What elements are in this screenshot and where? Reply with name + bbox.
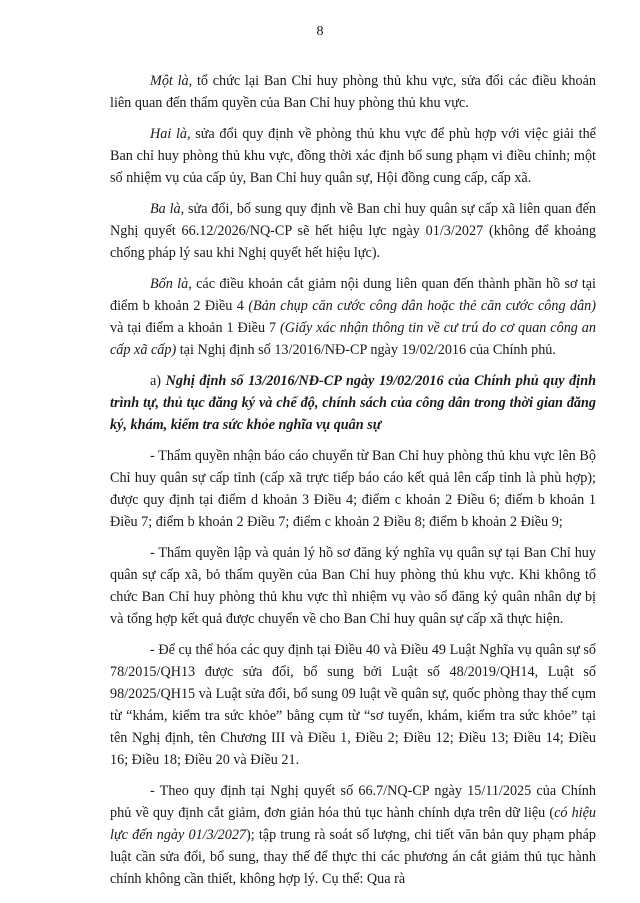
paragraph-text: các điều khoản cắt giảm nội dung liên quan đến thành phần hồ sơ tại điểm b khoản 2 Điều 4 [110, 276, 597, 314]
paragraph-italic-note: (Bản chụp căn cước công dân hoặc thẻ căn cước công dân) [248, 298, 596, 314]
bullet-paragraph-4 [110, 780, 596, 890]
paragraph-lead: Bốn là, [150, 276, 192, 292]
paragraph-mot-la [110, 70, 596, 114]
paragraph-text: sửa đổi quy định về phòng thủ khu vực để phù hợp với việc giải thể Ban chỉ huy phòng thủ khu vực, đồng thời xác định bổ sung phạm vi điều chỉnh; một số nhiệm vụ của cấp ủy, Ban Chỉ huy quân sự, Hội đồng cung cấp, cấp xã. [110, 126, 596, 186]
paragraph-lead: Ba là, [150, 201, 185, 217]
paragraph-hai-la [110, 123, 596, 189]
paragraph-text: tại Nghị định số 13/2016/NĐ-CP ngày 19/02/2016 của Chính phủ. [176, 342, 556, 358]
paragraph-italic-note: có hiệu lực đến ngày 01/3/2027 [110, 805, 596, 843]
paragraph-lead: Một là, [150, 73, 193, 89]
paragraph-italic-note: (Giấy xác nhận thông tin về cư trú do cơ quan công an cấp xã cấp) [110, 320, 596, 358]
page-number: 8 [316, 24, 324, 39]
document-body [110, 70, 596, 899]
paragraph-text: tổ chức lại Ban Chỉ huy phòng thủ khu vực, sửa đổi các điều khoản liên quan đến thẩm quyền của Ban Chỉ huy phòng thủ khu vực. [110, 73, 596, 111]
heading-text: Nghị định số 13/2016/NĐ-CP ngày 19/02/2016 của Chính phủ quy định trình tự, thủ tục đăng ký và chế độ, chính sách của công dân trong thời gian đăng ký, khám, kiểm tra sức khỏe nghĩa vụ quân sự [110, 373, 596, 433]
heading-prefix: a) [150, 373, 166, 389]
bullet-paragraph-3: - Để cụ thể hóa các quy định tại Điều 40 và Điều 49 Luật Nghĩa vụ quân sự số 78/2015/QH13 được sửa đổi, bổ sung bởi Luật số 48/2019/QH14, Luật số 98/2025/QH15 và Luật sửa đổi, bổ sung 09 luật về quân sự, quốc phòng thay thế cụm từ “khám, kiểm tra sức khỏe” bằng cụm từ “sơ tuyển, khám, kiểm tra sức khỏe” tại tên Nghị định, tên Chương III và Điều 1, Điều 2; Điều 12; Điều 13; Điều 14; Điều 16; Điều 18; Điều 20 và Điều 21. [110, 642, 596, 768]
paragraph-text: và tại điểm a khoản 1 Điều 7 [110, 320, 280, 336]
paragraph-ba-la [110, 198, 596, 264]
bullet-paragraph-1: - Thẩm quyền nhận báo cáo chuyển từ Ban Chỉ huy phòng thủ khu vực lên Bộ Chỉ huy quân sự cấp tỉnh (cấp xã trực tiếp báo cáo kết quả lên cấp tỉnh là phù hợp); được quy định tại điểm d khoản 3 Điều 4; điểm c khoản 2 Điều 6; điểm b khoản 1 Điều 7; điểm b khoản 2 Điều 7; điểm c khoản 2 Điều 8; điểm b khoản 2 Điều 9; [110, 448, 596, 530]
paragraph-text: - Theo quy định tại Nghị quyết số 66.7/NQ-CP ngày 15/11/2025 của Chính phủ về quy định cắt giảm, đơn giản hóa thủ tục hành chính dựa trên dữ liệu ( [110, 783, 596, 821]
paragraph-text: sửa đổi, bổ sung quy định về Ban chỉ huy quân sự cấp xã liên quan đến Nghị quyết 66.12/2026/NQ-CP sẽ hết hiệu lực ngày 01/3/2027 (không để khoảng chống pháp lý sau khi Nghị quyết hết hiệu lực). [110, 201, 596, 261]
section-heading [110, 370, 596, 436]
paragraph-lead: Hai là, [150, 126, 191, 142]
bullet-paragraph-2: - Thẩm quyền lập và quản lý hồ sơ đăng ký nghĩa vụ quân sự tại Ban Chỉ huy quân sự cấp xã, bỏ thẩm quyền của Ban Chỉ huy phòng thủ khu vực. Khi không tổ chức Ban Chỉ huy phòng thủ khu vực thì nhiệm vụ vào sổ đăng ký quân nhân dự bị và tổng hợp kết quả được chuyển về cho Ban Chỉ huy quân sự cấp xã thực hiện. [110, 545, 596, 627]
paragraph-bon-la [110, 273, 596, 361]
paragraph-text: ); tập trung rà soát số lượng, chi tiết văn bản quy phạm pháp luật cần sửa đổi, bổ sung, thay thế để thực thi các phương án cắt giảm thủ tục hành chính không cần thiết, không hợp lý. Cụ thể: Qua rà [110, 827, 596, 887]
